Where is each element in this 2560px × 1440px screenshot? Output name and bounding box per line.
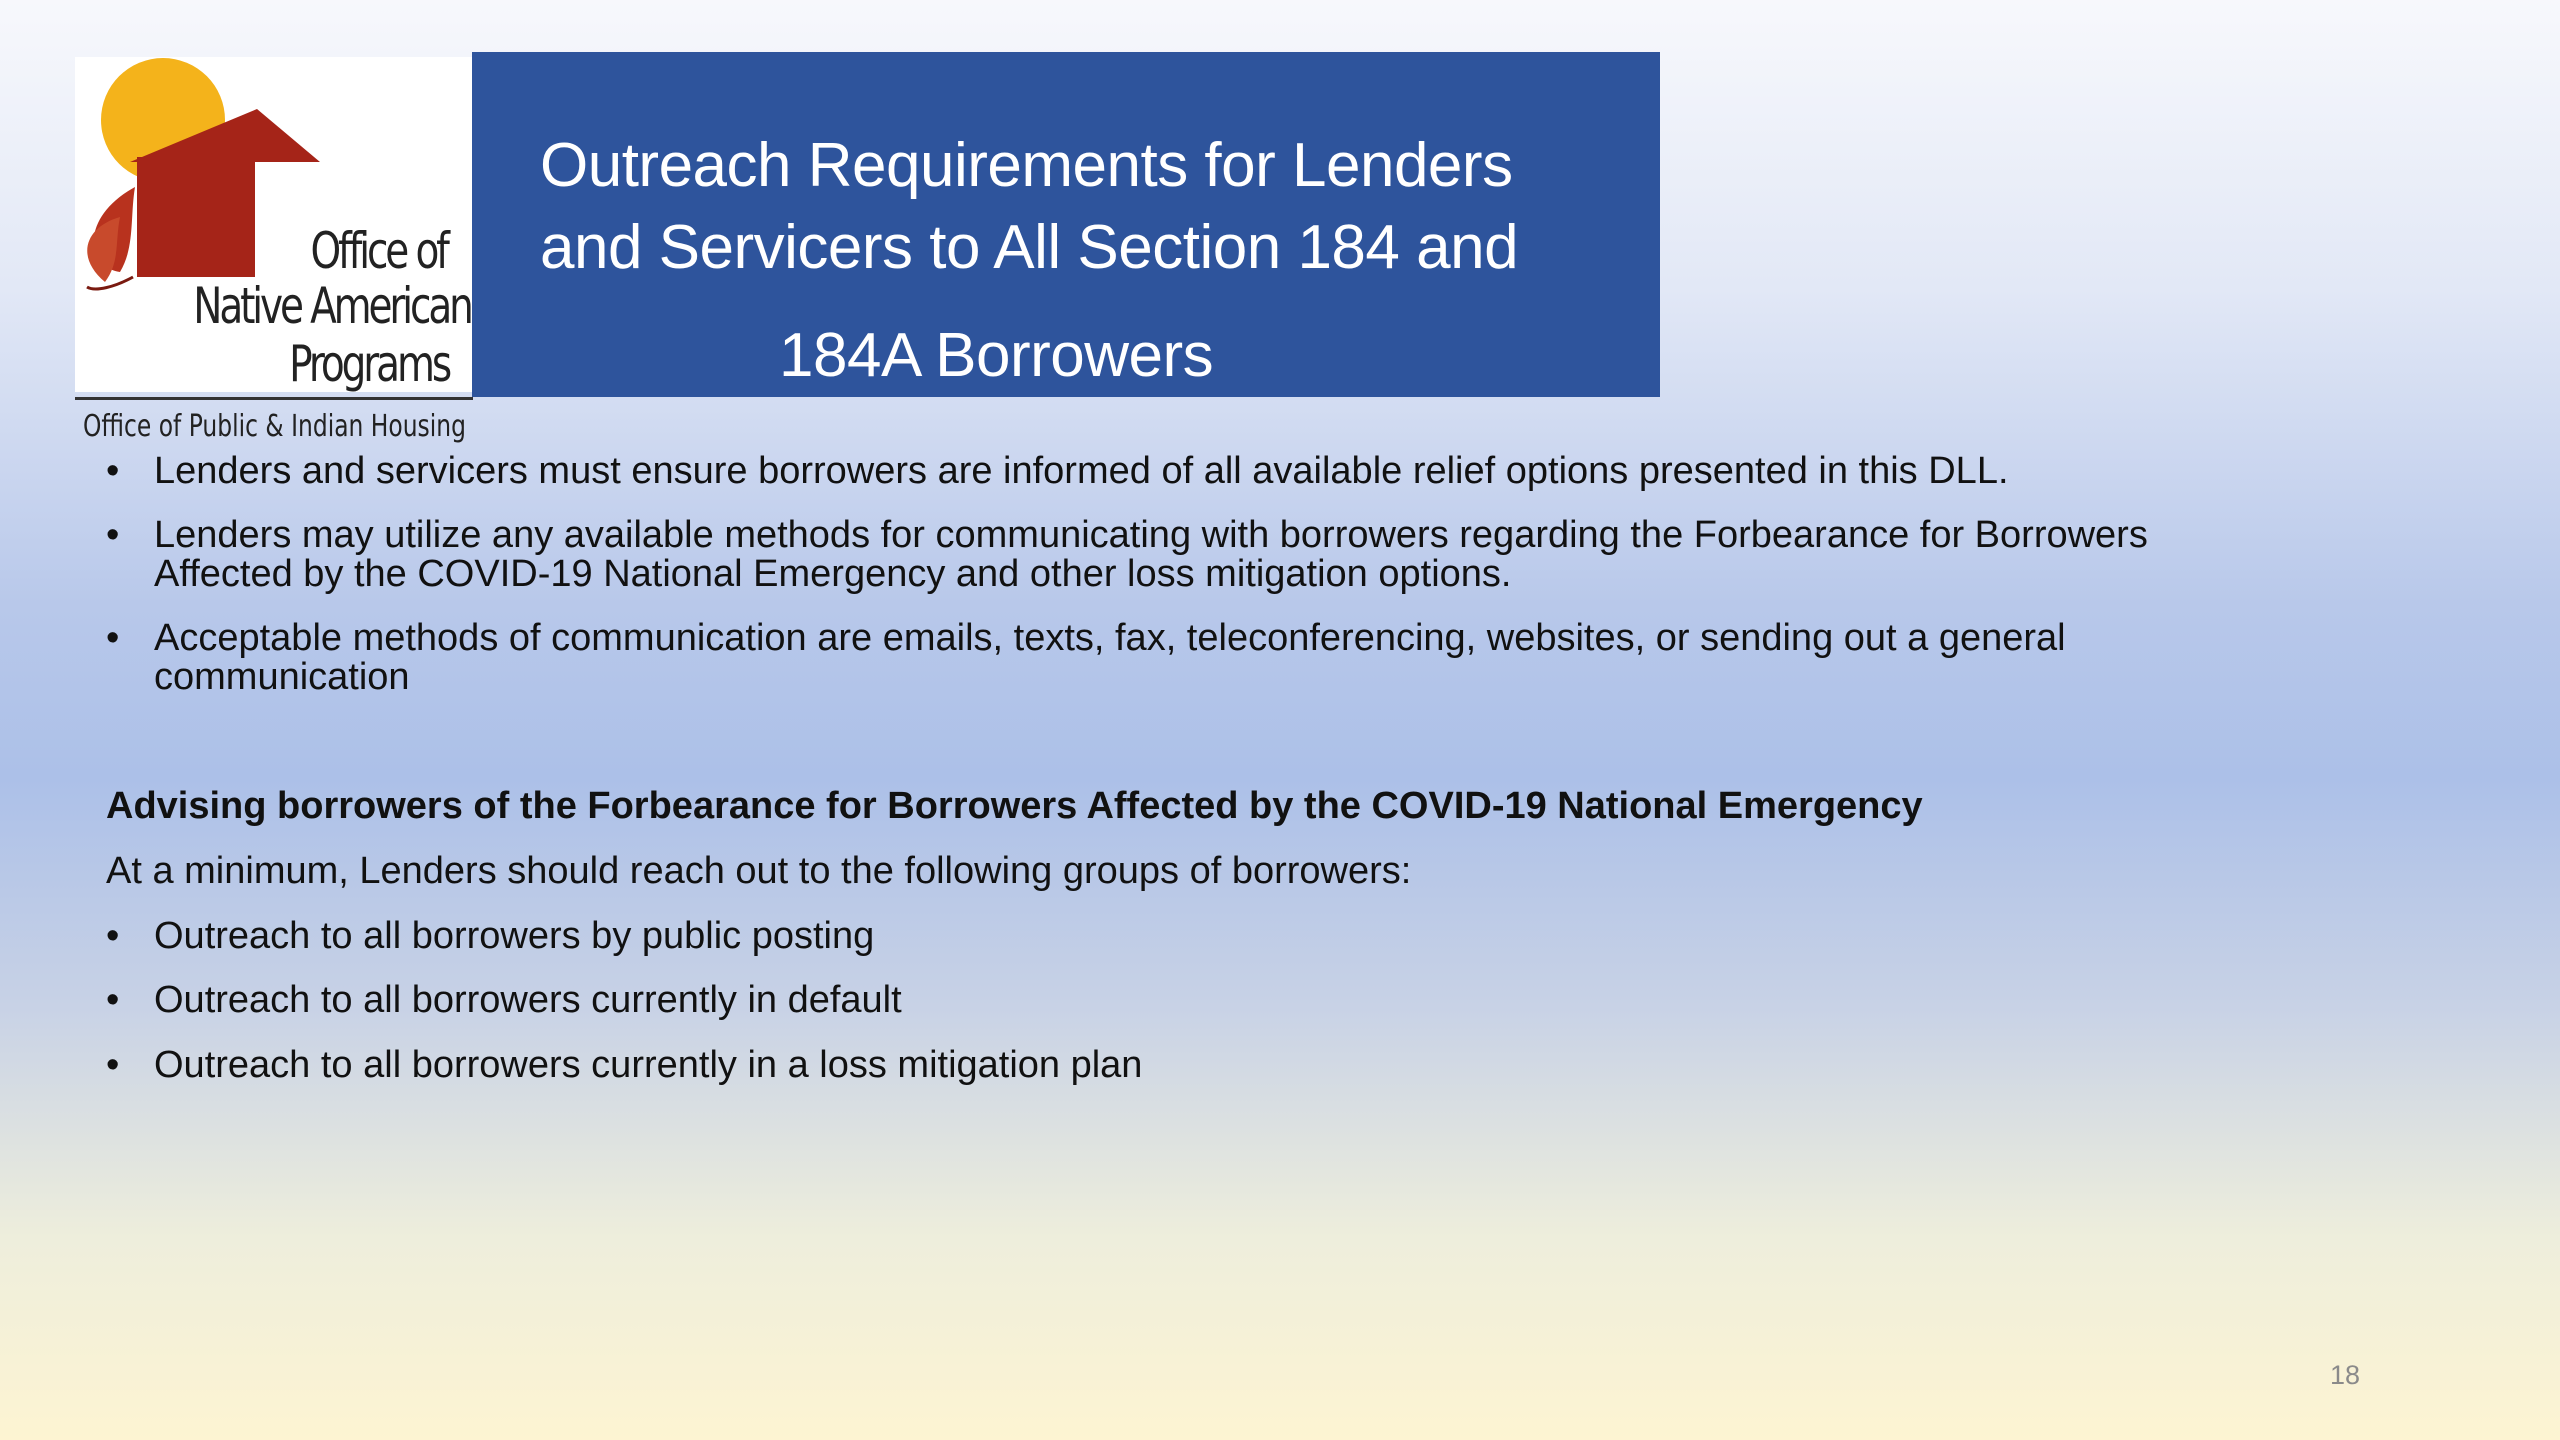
- house-body: [137, 157, 255, 277]
- logo-divider: [75, 397, 473, 400]
- bullet-item-3-line2: communication: [154, 656, 410, 698]
- page-number: 18: [2330, 1360, 2361, 1390]
- section-heading: Advising borrowers of the Forbearance for Borrowers Affected by the COVID-19 National Emergency: [106, 785, 1923, 827]
- outreach-item-3: Outreach to all borrowers currently in a loss mitigation plan: [154, 1044, 1143, 1086]
- bullet-item-2-line2: Affected by the COVID-19 National Emergency and other loss mitigation options.: [154, 553, 1512, 595]
- slide-title-line3: 184A Borrowers: [779, 321, 1214, 390]
- bullet-marker: •: [106, 450, 120, 492]
- outreach-item-2: Outreach to all borrowers currently in default: [154, 979, 902, 1021]
- logo-subtitle: Office of Public & Indian Housing: [83, 409, 466, 444]
- outreach-item-1: Outreach to all borrowers by public posting: [154, 915, 875, 957]
- bullet-marker: •: [106, 1044, 120, 1086]
- bullet-marker: •: [106, 915, 120, 957]
- bullet-item-1: Lenders and servicers must ensure borrowers are informed of all available relief options presented in this DLL.: [154, 450, 2009, 492]
- bullet-item-3-line1: Acceptable methods of communication are emails, texts, fax, teleconferencing, websites, or sending out a general: [154, 617, 2066, 659]
- bullet-marker: •: [106, 514, 120, 556]
- logo-text-line2: Native American: [193, 277, 471, 335]
- logo-text-line1: Office of: [310, 222, 447, 280]
- logo-text-line3: Programs: [289, 335, 449, 393]
- slide-title-line2: and Servicers to All Section 184 and: [540, 213, 1519, 282]
- onap-logo: [75, 57, 473, 444]
- bullet-item-2-line1: Lenders may utilize any available methods for communicating with borrowers regarding the Forbearance for Borrowers: [154, 514, 2148, 556]
- bullet-marker: •: [106, 979, 120, 1021]
- slide-title-line1: Outreach Requirements for Lenders: [540, 131, 1513, 200]
- section-intro: At a minimum, Lenders should reach out to the following groups of borrowers:: [106, 850, 1412, 892]
- slide-title-box: [472, 52, 1660, 397]
- bullet-marker: •: [106, 617, 120, 659]
